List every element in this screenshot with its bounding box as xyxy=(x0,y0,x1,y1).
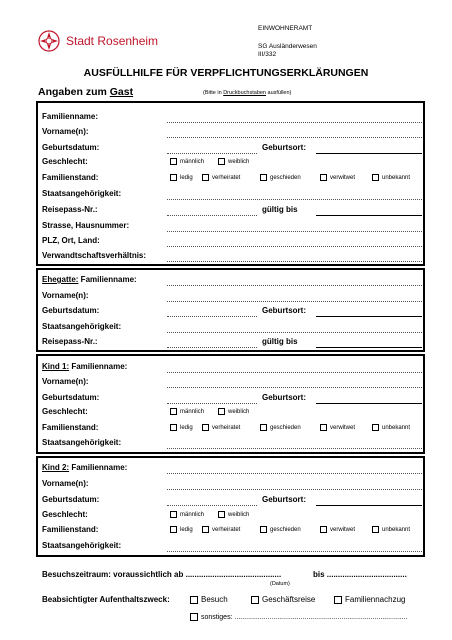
gender-male-option[interactable] xyxy=(170,511,204,518)
spouse-gueltig-field[interactable] xyxy=(316,347,422,348)
guest-plz-row xyxy=(42,236,422,250)
option-label: weiblich xyxy=(228,511,250,518)
checkbox-icon[interactable] xyxy=(372,526,379,533)
field-label: Staatsangehörigkeit: xyxy=(42,438,122,447)
spouse-staatsangehoerigkeit-row xyxy=(42,322,422,336)
guest-strasse-field[interactable] xyxy=(167,231,422,232)
field-label: Geburtsort: xyxy=(262,393,306,402)
guest-verwandtschaft-field[interactable] xyxy=(167,261,422,262)
field-label: Geschlecht: xyxy=(42,157,88,166)
guest-verwandtschaft-row xyxy=(42,251,422,265)
checkbox-icon[interactable] xyxy=(260,424,267,431)
guest-familienname-field[interactable] xyxy=(167,122,422,123)
print-note xyxy=(203,90,291,96)
note-prefix: (Bitte in xyxy=(203,90,224,96)
checkbox-icon[interactable] xyxy=(170,424,177,431)
kind1-geburtsort-field[interactable] xyxy=(316,403,422,404)
option-label: geschieden xyxy=(270,174,301,181)
sonstiges-field[interactable]: sonstiges: ......................................................................................... xyxy=(201,613,408,621)
guest-geburtsdatum-field[interactable] xyxy=(167,153,257,154)
kind2-familienname-field[interactable] xyxy=(167,473,422,474)
option-label: verheiratet xyxy=(212,174,241,181)
option-label: verwitwet xyxy=(330,174,356,181)
marital-unbekannt-option[interactable] xyxy=(372,424,410,431)
page-title: AUSFÜLLHILFE FÜR VERPFLICHTUNGSERKLÄRUNGEN xyxy=(83,67,369,79)
option-label: ledig xyxy=(180,526,193,533)
guest-familienstand-row xyxy=(42,173,422,187)
guest-heading xyxy=(38,86,133,98)
kind1-familienname-row xyxy=(42,362,422,376)
checkbox-icon[interactable] xyxy=(320,174,327,181)
marital-verwitwet-option[interactable] xyxy=(320,526,355,533)
kind1-geschlecht-row xyxy=(42,407,422,421)
checkbox-icon[interactable] xyxy=(202,424,209,431)
office-line: EINWOHNERAMT xyxy=(258,25,313,32)
kind2-staatsangehoerigkeit-row xyxy=(42,541,422,555)
checkbox-icon[interactable] xyxy=(170,408,177,415)
guest-geburtsort-field[interactable] xyxy=(316,153,422,154)
marital-verheiratet-option[interactable] xyxy=(202,174,240,181)
option-label: geschieden xyxy=(270,526,301,533)
kind2-staatsangehoerigkeit-field[interactable] xyxy=(167,551,422,552)
bis-field[interactable]: bis .................................... xyxy=(313,570,407,579)
spouse-reisepass-field[interactable] xyxy=(167,347,257,348)
guest-geburtsdatum-row xyxy=(42,143,422,157)
field-label: PLZ, Ort, Land: xyxy=(42,236,100,245)
gender-male-option[interactable] xyxy=(170,408,204,415)
guest-vorname-field[interactable] xyxy=(167,137,422,138)
field-label: Staatsangehörigkeit: xyxy=(42,322,122,331)
bis-row xyxy=(313,570,407,579)
gender-female-option[interactable] xyxy=(218,408,249,415)
option-label: männlich xyxy=(180,408,205,415)
field-label: Vorname(n): xyxy=(42,291,89,300)
checkbox-icon[interactable] xyxy=(260,174,267,181)
rose-emblem-icon xyxy=(38,30,60,52)
spouse-reisepass-row xyxy=(42,337,422,351)
logo-text: Stadt Rosenheim xyxy=(66,34,159,48)
zweck-familiennachzug-option[interactable] xyxy=(334,595,405,604)
besuchszeitraum-row xyxy=(42,570,281,579)
field-label: Familienname: xyxy=(78,275,137,284)
guest-geschlecht-row xyxy=(42,157,422,171)
note-suffix: ausfüllen) xyxy=(266,90,292,96)
guest-reisepass-field[interactable] xyxy=(167,215,257,216)
marital-ledig-option[interactable] xyxy=(170,526,193,533)
zweck-geschaeftsreise-option[interactable] xyxy=(251,595,315,604)
marital-verheiratet-option[interactable] xyxy=(202,526,240,533)
checkbox-icon[interactable] xyxy=(372,174,379,181)
checkbox-icon[interactable] xyxy=(202,526,209,533)
field-label: Reisepass-Nr.: xyxy=(42,205,98,214)
option-label: verheiratet xyxy=(212,424,241,431)
guest-staatsangehoerigkeit-field[interactable] xyxy=(167,199,422,200)
field-label: Geburtsort: xyxy=(262,143,306,152)
guest-staatsangehoerigkeit-row xyxy=(42,189,422,203)
checkbox-icon[interactable] xyxy=(170,158,177,165)
marital-unbekannt-option[interactable] xyxy=(372,526,410,533)
option-label: männlich xyxy=(180,158,205,165)
besuchszeitraum-field[interactable]: Besuchszeitraum: voraussichtlich ab ........................................... xyxy=(42,570,282,579)
checkbox-icon[interactable] xyxy=(202,174,209,181)
field-label: Vorname(n): xyxy=(42,479,89,488)
office-info xyxy=(258,25,317,60)
zweck-besuch-option[interactable] xyxy=(190,595,228,604)
option-label: unbekannt xyxy=(382,174,411,181)
kind2-familienstand-row xyxy=(42,525,422,539)
city-logo xyxy=(38,30,158,52)
kind1-staatsangehoerigkeit-field[interactable] xyxy=(167,448,422,449)
note-underlined: Druckbuchstaben xyxy=(223,90,266,96)
spouse-vorname-row xyxy=(42,291,422,305)
kind2-familienname-row xyxy=(42,463,422,477)
field-label: Geburtsort: xyxy=(262,306,306,315)
option-label: weiblich xyxy=(228,158,250,165)
kind2-geburtsort-field[interactable] xyxy=(316,505,422,506)
option-label: ledig xyxy=(180,424,193,431)
checkbox-icon[interactable] xyxy=(170,526,177,533)
zweck-sonstiges-option[interactable] xyxy=(190,613,408,621)
marital-verheiratet-option[interactable] xyxy=(202,424,240,431)
guest-vorname-row xyxy=(42,127,422,141)
gender-male-option[interactable] xyxy=(170,158,204,165)
guest-familienname-row xyxy=(42,112,422,126)
checkbox-icon[interactable] xyxy=(251,596,259,604)
marital-unbekannt-option[interactable] xyxy=(372,174,410,181)
field-label: gültig bis xyxy=(262,205,298,214)
option-label: weiblich xyxy=(228,408,250,415)
kind1-vorname-field[interactable] xyxy=(167,387,422,388)
checkbox-icon[interactable] xyxy=(260,526,267,533)
option-label: ledig xyxy=(180,174,193,181)
checkbox-icon[interactable] xyxy=(320,424,327,431)
marital-verwitwet-option[interactable] xyxy=(320,174,355,181)
field-label: Geburtsdatum: xyxy=(42,306,100,315)
kind1-familienstand-row xyxy=(42,423,422,437)
marital-geschieden-option[interactable] xyxy=(260,424,301,431)
field-label: Geburtsdatum: xyxy=(42,143,100,152)
checkbox-icon[interactable] xyxy=(170,174,177,181)
marital-geschieden-option[interactable] xyxy=(260,174,301,181)
kind1-vorname-row xyxy=(42,377,422,391)
marital-verwitwet-option[interactable] xyxy=(320,424,355,431)
kind2-geburtsdatum-field[interactable] xyxy=(167,505,257,506)
spouse-geburtsdatum-row xyxy=(42,306,422,320)
field-label: Familienname: xyxy=(69,362,128,371)
field-label: Geschlecht: xyxy=(42,510,88,519)
spouse-heading: Ehegatte: xyxy=(42,275,79,284)
checkbox-icon[interactable] xyxy=(190,613,198,621)
kind2-vorname-field[interactable] xyxy=(167,489,422,490)
kind2-geschlecht-row xyxy=(42,510,422,524)
spouse-familienname-row xyxy=(42,275,422,289)
field-label: Verwandtschaftsverhältnis: xyxy=(42,251,147,260)
checkbox-icon[interactable] xyxy=(334,596,342,604)
marital-geschieden-option[interactable] xyxy=(260,526,301,533)
marital-ledig-option[interactable] xyxy=(170,174,193,181)
kind1-geburtsdatum-field[interactable] xyxy=(167,403,257,404)
spouse-geburtsdatum-field[interactable] xyxy=(167,316,257,317)
option-label: Familiennachzug xyxy=(345,595,406,604)
field-label: gültig bis xyxy=(262,337,298,346)
field-label: Geburtsort: xyxy=(262,495,306,504)
option-label: verwitwet xyxy=(330,526,356,533)
checkbox-icon[interactable] xyxy=(218,158,225,165)
field-label: Vorname(n): xyxy=(42,377,89,386)
guest-heading-word: Gast xyxy=(109,86,134,98)
field-label: Familienname: xyxy=(42,112,99,121)
office-line: SG Ausländerwesen xyxy=(258,42,317,50)
checkbox-icon[interactable] xyxy=(218,511,225,518)
field-label: Familienstand: xyxy=(42,525,99,534)
kind1-staatsangehoerigkeit-row xyxy=(42,438,422,452)
checkbox-icon[interactable] xyxy=(218,408,225,415)
option-label: unbekannt xyxy=(382,526,411,533)
checkbox-icon[interactable] xyxy=(170,511,177,518)
zweck-label: Beabsichtigter Aufenthaltszweck: xyxy=(42,595,170,604)
field-label: Staatsangehörigkeit: xyxy=(42,541,122,550)
spouse-staatsangehoerigkeit-field[interactable] xyxy=(167,332,422,333)
option-label: unbekannt xyxy=(382,424,411,431)
kind2-heading: Kind 2: xyxy=(42,463,70,472)
guest-reisepass-row xyxy=(42,205,422,219)
marital-ledig-option[interactable] xyxy=(170,424,193,431)
guest-strasse-row xyxy=(42,221,422,235)
option-label: Geschäftsreise xyxy=(262,595,316,604)
gender-female-option[interactable] xyxy=(218,511,249,518)
checkbox-icon[interactable] xyxy=(372,424,379,431)
field-label: Vorname(n): xyxy=(42,127,89,136)
guest-gueltig-field[interactable] xyxy=(316,215,422,216)
checkbox-icon[interactable] xyxy=(190,596,198,604)
kind2-geburtsdatum-row xyxy=(42,495,422,509)
gender-female-option[interactable] xyxy=(218,158,249,165)
kind1-heading: Kind 1: xyxy=(42,362,70,371)
office-line: III/332 xyxy=(258,51,277,58)
field-label: Staatsangehörigkeit: xyxy=(42,189,122,198)
spouse-vorname-field[interactable] xyxy=(167,301,422,302)
guest-heading-prefix: Angaben zum xyxy=(38,86,110,98)
spouse-geburtsort-field[interactable] xyxy=(316,316,422,317)
kind1-geburtsdatum-row xyxy=(42,393,422,407)
datum-caption: (Datum) xyxy=(270,581,290,587)
option-label: Besuch xyxy=(201,595,228,604)
field-label: Geburtsdatum: xyxy=(42,393,100,402)
kind2-vorname-row xyxy=(42,479,422,493)
checkbox-icon[interactable] xyxy=(320,526,327,533)
field-label: Reisepass-Nr.: xyxy=(42,337,98,346)
field-label: Familienstand: xyxy=(42,423,99,432)
field-label: Familienname: xyxy=(69,463,128,472)
field-label: Strasse, Hausnummer: xyxy=(42,221,130,230)
field-label: Geschlecht: xyxy=(42,407,88,416)
option-label: männlich xyxy=(180,511,205,518)
spouse-familienname-field[interactable] xyxy=(167,285,422,286)
field-label: Geburtsdatum: xyxy=(42,495,100,504)
option-label: verwitwet xyxy=(330,424,356,431)
field-label: Familienstand: xyxy=(42,173,99,182)
option-label: geschieden xyxy=(270,424,301,431)
guest-plz-field[interactable] xyxy=(167,246,422,247)
kind1-familienname-field[interactable] xyxy=(167,372,422,373)
option-label: verheiratet xyxy=(212,526,241,533)
